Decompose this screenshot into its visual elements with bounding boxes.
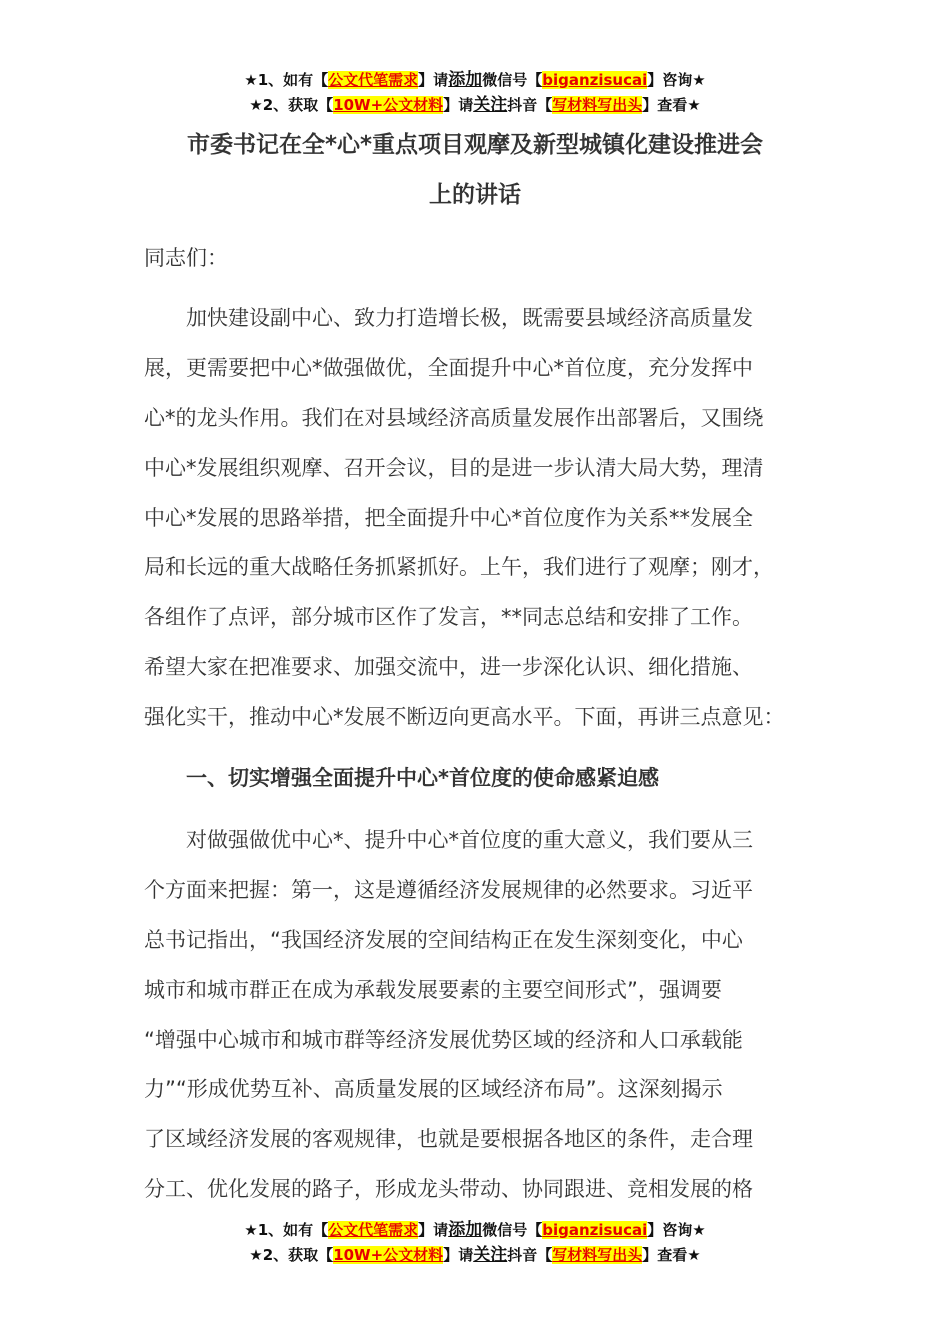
promo-text: 】咨询★	[647, 1221, 706, 1239]
document-title-line-1: 市委书记在全*心*重点项目观摩及新型城镇化建设推进会	[186, 132, 764, 158]
body-text-line: 个方面来把握：第一，这是遵循经济发展规律的必然要求。习近平	[144, 878, 753, 902]
promo-highlight-douyin-account: 写材料写出头	[552, 1246, 643, 1264]
body-text-line: 总书记指出，“我国经济发展的空间结构正在发生深刻变化，中心	[144, 928, 743, 952]
promo-highlight-wechat-id: biganzisucai	[542, 71, 648, 89]
section-heading-1: 一、切实增强全面提升中心*首位度的使命感紧迫感	[144, 766, 659, 790]
promo-highlight-douyin-account: 写材料写出头	[552, 96, 643, 114]
promo-text: 】请	[443, 1246, 474, 1264]
body-text-line: 城市和城市群正在成为承载发展要素的主要空间形式”，强调要	[144, 978, 722, 1002]
promo-highlight-writing-service: 公文代笔需求	[328, 1221, 419, 1239]
body-text-line: 了区域经济发展的客观规律，也就是要根据各地区的条件，走合理	[144, 1127, 753, 1151]
promo-emphasis-follow: 关注	[473, 95, 508, 115]
body-text-line: 希望大家在把准要求、加强交流中，进一步深化认识、细化措施、	[144, 655, 753, 679]
promo-emphasis-follow: 关注	[473, 1245, 508, 1265]
body-text-line: 中心*发展的思路举措，把全面提升中心*首位度作为关系**发展全	[144, 506, 753, 530]
promo-text: ★2、获取【	[249, 96, 334, 114]
bottom-promo-banner	[0, 1218, 950, 1268]
body-text-line: 对做强做优中心*、提升中心*首位度的重大意义，我们要从三	[144, 828, 753, 852]
document-title-line-2: 上的讲话	[429, 182, 521, 208]
promo-text: ★1、如有【	[244, 1221, 329, 1239]
body-text-line: 展，更需要把中心*做强做优，全面提升中心*首位度，充分发挥中	[144, 356, 753, 380]
salutation: 同志们：	[144, 246, 228, 270]
promo-highlight-wechat-id: biganzisucai	[542, 1221, 648, 1239]
body-text-line: 心*的龙头作用。我们在对县域经济高质量发展作出部署后，又围绕	[144, 406, 764, 430]
promo-line-1	[0, 1218, 950, 1243]
promo-text: 抖音【	[507, 96, 553, 114]
body-text-line: 加快建设副中心、致力打造增长极，既需要县域经济高质量发	[144, 306, 753, 330]
body-text-line: 分工、优化发展的路子，形成龙头带动、协同跟进、竞相发展的格	[144, 1177, 753, 1201]
promo-text: ★2、获取【	[249, 1246, 334, 1264]
body-text-line: 强化实干，推动中心*发展不断迈向更高水平。下面，再讲三点意见：	[144, 705, 785, 729]
promo-emphasis-add: 添加	[448, 1220, 483, 1240]
body-text-line: 力”“形成优势互补、高质量发展的区域经济布局”。这深刻揭示	[144, 1077, 723, 1101]
body-text-line: “增强中心城市和城市群等经济发展优势区域的经济和人口承载能	[144, 1028, 743, 1052]
promo-text: 】咨询★	[647, 71, 706, 89]
promo-text: 微信号【	[482, 71, 543, 89]
promo-highlight-writing-service: 公文代笔需求	[328, 71, 419, 89]
promo-text: 】请	[443, 96, 474, 114]
promo-highlight-materials: 10W+公文材料	[333, 96, 444, 114]
promo-emphasis-add: 添加	[448, 70, 483, 90]
body-text-line: 中心*发展组织观摩、召开会议，目的是进一步认清大局大势，理清	[144, 456, 764, 480]
body-text-line: 局和长远的重大战略任务抓紧抓好。上午，我们进行了观摩；刚才，	[144, 555, 774, 579]
promo-line-2	[0, 93, 950, 118]
promo-text: 】查看★	[642, 1246, 701, 1264]
promo-text: 】请	[418, 1221, 449, 1239]
promo-line-1	[0, 68, 950, 93]
top-promo-banner	[0, 68, 950, 118]
promo-text: 抖音【	[507, 1246, 553, 1264]
promo-text: 微信号【	[482, 1221, 543, 1239]
promo-text: 】请	[418, 71, 449, 89]
promo-text: 】查看★	[642, 96, 701, 114]
promo-line-2	[0, 1243, 950, 1268]
body-text-line: 各组作了点评，部分城市区作了发言，**同志总结和安排了工作。	[144, 605, 753, 629]
promo-text: ★1、如有【	[244, 71, 329, 89]
promo-highlight-materials: 10W+公文材料	[333, 1246, 444, 1264]
